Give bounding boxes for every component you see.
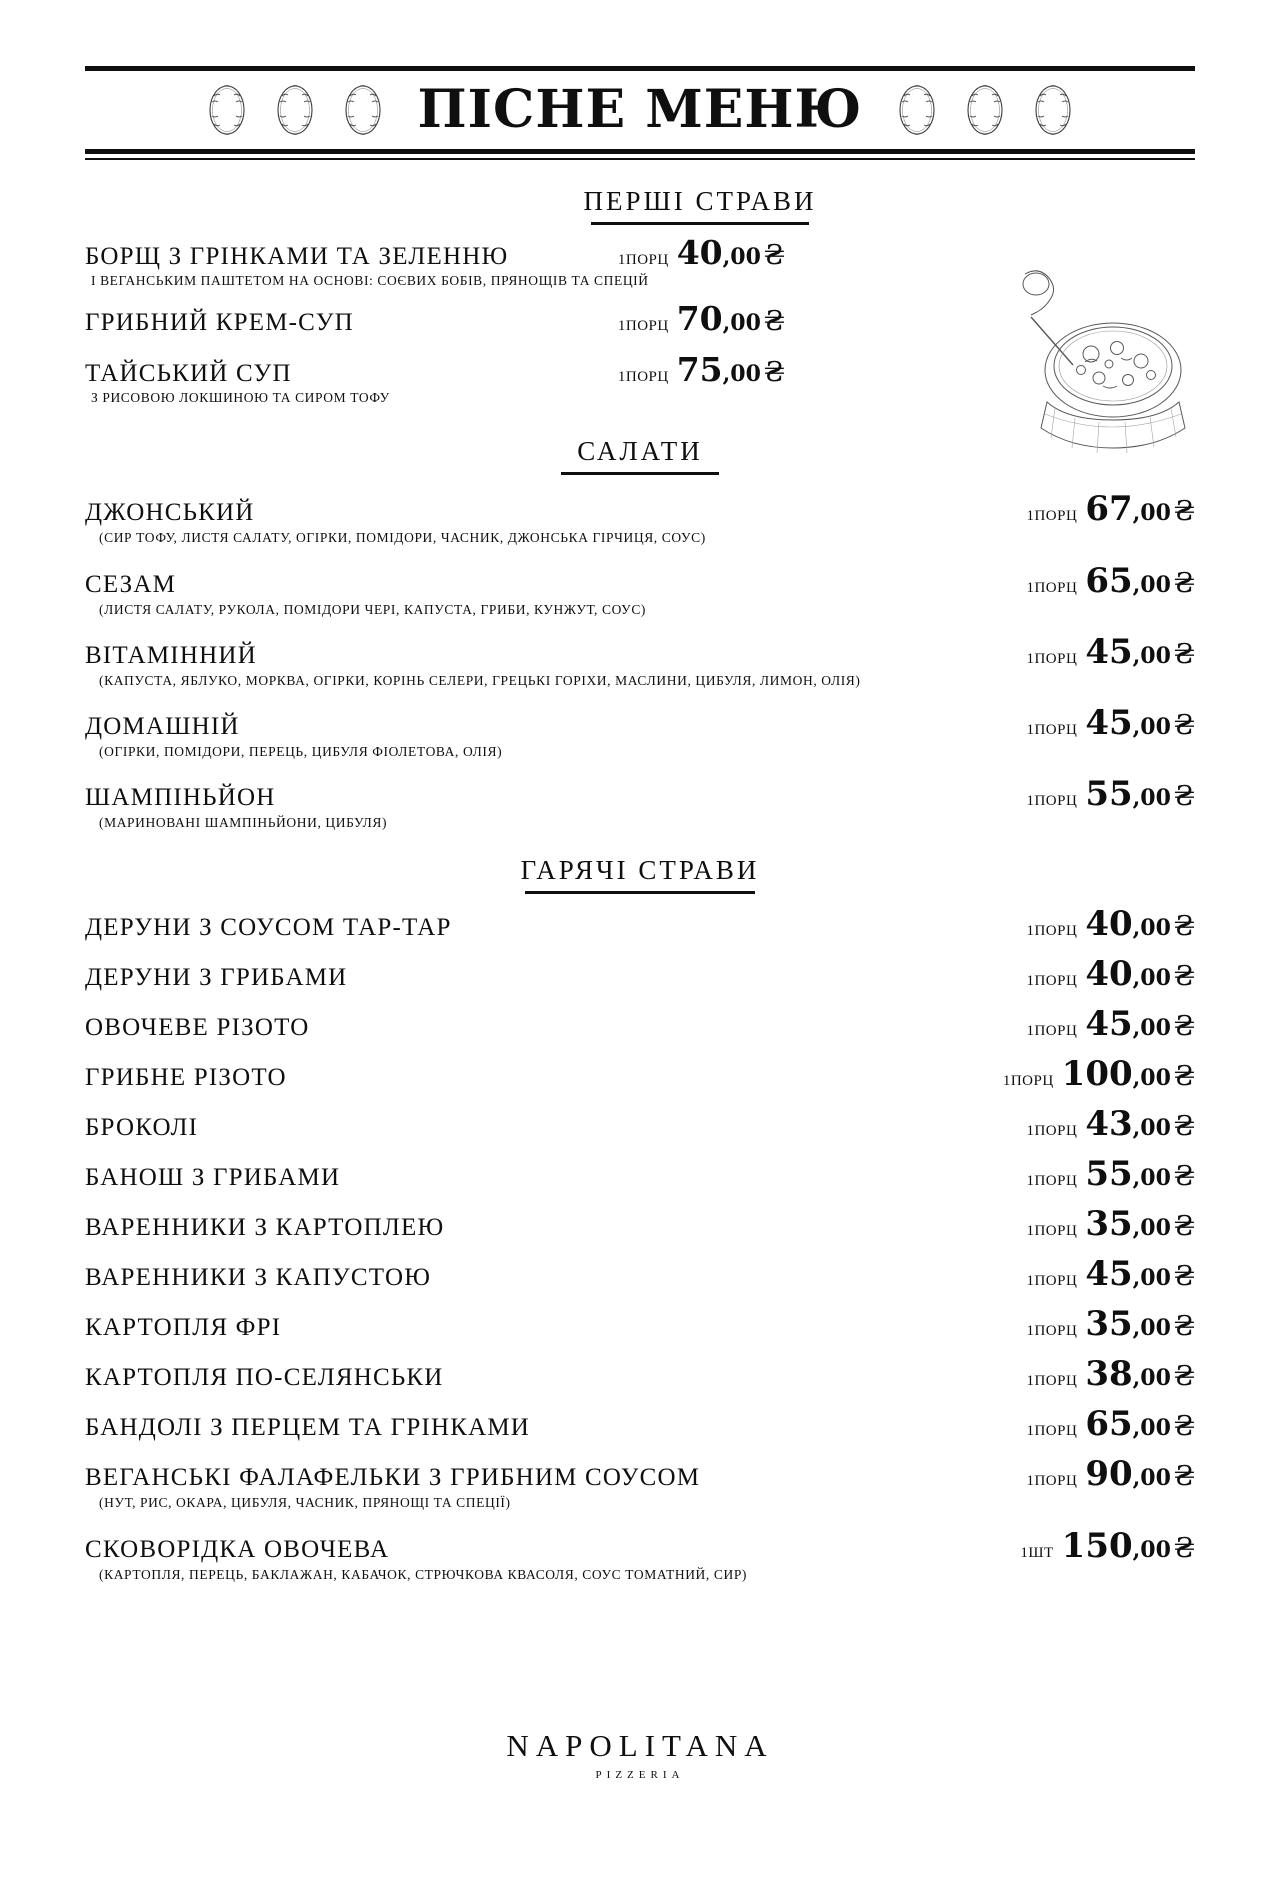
laurel-wreath-oval-icon <box>964 82 1006 138</box>
menu-item-row <box>85 1154 1195 1194</box>
currency-symbol: ₴ <box>763 306 785 338</box>
menu-item-price <box>1062 1054 1195 1094</box>
currency-symbol: ₴ <box>1173 567 1195 599</box>
menu-item-name: ДОМАШНІЙ <box>85 712 240 740</box>
price-cents: ,00 <box>1132 500 1171 527</box>
menu-item-unit: 1ПОРЦ <box>1026 1173 1078 1190</box>
menu-item[interactable] <box>85 1454 1195 1511</box>
currency-symbol: ₴ <box>1173 1011 1195 1043</box>
price-whole: 70 <box>676 299 723 339</box>
menu-item[interactable] <box>85 632 1195 689</box>
section-hot-dishes <box>85 904 1195 1582</box>
menu-item[interactable] <box>85 1004 1195 1044</box>
menu-item-name: БОРЩ З ГРІНКАМИ ТА ЗЕЛЕННЮ <box>85 243 509 270</box>
menu-item-row <box>85 1204 1195 1244</box>
price-whole: 65 <box>1085 560 1133 601</box>
price-cents: ,00 <box>1132 571 1171 598</box>
menu-item-unit: 1ПОРЦ <box>1026 579 1078 596</box>
menu-item-name: ДЖОНСЬКИЙ <box>85 499 255 527</box>
price-whole: 35 <box>1085 1304 1133 1345</box>
menu-item-unit: 1ПОРЦ <box>1026 1123 1078 1140</box>
menu-item-price <box>677 350 785 389</box>
menu-item-row <box>85 489 1195 529</box>
price-cents: ,00 <box>1132 1165 1171 1192</box>
menu-item[interactable] <box>85 703 1195 760</box>
price-cents: ,00 <box>722 244 761 270</box>
currency-symbol: ₴ <box>1173 1461 1195 1493</box>
currency-symbol: ₴ <box>1173 1161 1195 1193</box>
menu-item[interactable] <box>85 233 785 289</box>
menu-item-unit: 1ПОРЦ <box>1026 721 1078 738</box>
menu-item[interactable] <box>85 954 1195 994</box>
menu-item-name: ОВОЧЕВЕ РІЗОТО <box>85 1014 310 1042</box>
menu-item[interactable] <box>85 1254 1195 1294</box>
menu-item-description: (ЛИСТЯ САЛАТУ, РУКОЛА, ПОМІДОРИ ЧЕРІ, КАПУСТА, ГРИБИ, КУНЖУТ, СОУС) <box>99 601 647 617</box>
menu-item-price <box>1085 1154 1195 1194</box>
menu-item-row <box>85 1354 1195 1394</box>
menu-item-name: ВАРЕННИКИ З КАРТОПЛЕЮ <box>85 1214 445 1242</box>
section-salads <box>85 489 1195 831</box>
section-title: ГАРЯЧІ СТРАВИ <box>520 855 760 886</box>
menu-item-unit: 1ПОРЦ <box>617 318 669 335</box>
menu-item[interactable] <box>85 1526 1195 1583</box>
price-cents: ,00 <box>1132 1465 1171 1492</box>
price-cents: ,00 <box>1132 1365 1171 1392</box>
menu-item-name: БАНОШ З ГРИБАМИ <box>85 1164 341 1192</box>
section-title: САЛАТИ <box>577 436 703 467</box>
price-whole: 45 <box>1085 631 1133 672</box>
menu-item-price <box>1085 1254 1195 1294</box>
menu-item-price <box>1085 561 1195 601</box>
menu-item-price <box>1085 774 1195 814</box>
currency-symbol: ₴ <box>763 357 785 389</box>
menu-item[interactable] <box>85 489 1195 546</box>
price-whole: 38 <box>1085 1354 1133 1395</box>
price-whole: 67 <box>1085 489 1133 530</box>
menu-item[interactable] <box>85 1154 1195 1194</box>
brand-name: NAPOLITANA <box>506 1728 774 1763</box>
price-cents: ,00 <box>1132 1015 1171 1042</box>
price-whole: 150 <box>1061 1525 1133 1566</box>
price-whole: 100 <box>1061 1054 1133 1095</box>
menu-item-unit: 1ПОРЦ <box>1026 793 1078 810</box>
laurel-wreath-oval-icon <box>896 82 938 138</box>
section-title: ПЕРШІ СТРАВИ <box>583 186 817 216</box>
menu-item-row <box>85 632 1195 672</box>
menu-item-price <box>1085 632 1195 672</box>
menu-item-price <box>1085 1304 1195 1344</box>
menu-item[interactable] <box>85 1104 1195 1144</box>
menu-item-description: І ВЕГАНСЬКИМ ПАШТЕТОМ НА ОСНОВІ: СОЄВИХ БОБІВ, ПРЯНОЩІВ ТА СПЕЦІЙ <box>91 273 649 288</box>
price-cents: ,00 <box>1132 1315 1171 1342</box>
menu-item-row <box>85 904 1195 944</box>
menu-item-description: (СИР ТОФУ, ЛИСТЯ САЛАТУ, ОГІРКИ, ПОМІДОРИ, ЧАСНИК, ДЖОНСЬКА ГІРЧИЦЯ, СОУС) <box>99 530 706 546</box>
price-whole: 40 <box>1085 954 1133 995</box>
currency-symbol: ₴ <box>1173 1111 1195 1143</box>
menu-item-unit: 1ПОРЦ <box>1026 1323 1078 1340</box>
menu-item-unit: 1ПОРЦ <box>1026 1423 1078 1440</box>
price-cents: ,00 <box>722 361 761 388</box>
header-title-band <box>85 71 1195 149</box>
menu-item-name: ДЕРУНИ З СОУСОМ ТАР-ТАР <box>85 914 452 942</box>
section-heading-hot-dishes <box>85 855 1195 894</box>
menu-item[interactable] <box>85 1204 1195 1244</box>
menu-item-unit: 1ПОРЦ <box>1026 1373 1078 1390</box>
menu-item-name: КАРТОПЛЯ ФРІ <box>85 1314 282 1342</box>
currency-symbol: ₴ <box>1173 1061 1195 1093</box>
price-whole: 45 <box>1085 702 1133 743</box>
menu-item-price <box>1085 954 1195 994</box>
section-underline <box>525 891 755 894</box>
menu-item-price <box>677 299 785 338</box>
menu-item-row <box>85 1404 1195 1444</box>
menu-item-name: ВАРЕННИКИ З КАПУСТОЮ <box>85 1264 432 1292</box>
menu-item-row <box>85 954 1195 994</box>
price-whole: 40 <box>1085 904 1133 945</box>
menu-item-price <box>1085 1004 1195 1044</box>
menu-item-row <box>85 1104 1195 1144</box>
ornaments-right <box>896 82 1074 138</box>
menu-item-name: ГРИБНИЙ КРЕМ-СУП <box>85 309 354 337</box>
menu-item-price <box>1085 489 1195 529</box>
menu-item[interactable] <box>85 350 785 406</box>
currency-symbol: ₴ <box>1173 709 1195 741</box>
menu-item-name: ТАЙСЬКИЙ СУП <box>85 360 292 388</box>
menu-item-price <box>1085 703 1195 743</box>
price-cents: ,00 <box>1132 1265 1171 1292</box>
section-heading-first-courses <box>85 186 1195 225</box>
menu-item-row <box>85 1004 1195 1044</box>
currency-symbol: ₴ <box>1173 1261 1195 1293</box>
menu-item-price <box>677 233 785 272</box>
price-cents: ,00 <box>1132 785 1171 812</box>
currency-symbol: ₴ <box>1173 1411 1195 1443</box>
price-cents: ,00 <box>1132 713 1171 740</box>
menu-item-row <box>85 1454 1195 1494</box>
price-cents: ,00 <box>1132 1115 1171 1142</box>
menu-item[interactable] <box>85 1404 1195 1444</box>
footer-logo <box>0 1728 1280 1781</box>
menu-item-name: ШАМПІНЬЙОН <box>85 784 276 812</box>
menu-item-description: (КАПУСТА, ЯБЛУКО, МОРКВА, ОГІРКИ, КОРІНЬ СЕЛЕРИ, ГРЕЦЬКІ ГОРІХИ, МАСЛИНИ, ЦИБУЛЯ, ЛИМОН, ОЛІЯ) <box>99 672 861 688</box>
menu-item-unit: 1ПОРЦ <box>1026 508 1078 525</box>
menu-item[interactable] <box>85 904 1195 944</box>
menu-item-unit: 1ШТ <box>1020 1544 1054 1561</box>
laurel-wreath-oval-icon <box>206 82 248 138</box>
price-whole: 55 <box>1085 1154 1133 1195</box>
menu-page <box>0 66 1280 1877</box>
menu-item-price <box>1085 1354 1195 1394</box>
price-cents: ,00 <box>1132 965 1171 992</box>
menu-item-row <box>85 350 785 389</box>
menu-item-description: (МАРИНОВАНІ ШАМПІНЬЙОНИ, ЦИБУЛЯ) <box>99 815 388 831</box>
ornaments-left <box>206 82 384 138</box>
currency-symbol: ₴ <box>1173 1311 1195 1343</box>
menu-item-price <box>1085 904 1195 944</box>
header-bottom-hairline <box>85 158 1195 160</box>
menu-item-description: (ОГІРКИ, ПОМІДОРИ, ПЕРЕЦЬ, ЦИБУЛЯ ФІОЛЕТОВА, ОЛІЯ) <box>99 743 503 759</box>
menu-item-row <box>85 233 785 272</box>
price-cents: ,00 <box>1132 915 1171 942</box>
menu-item-name: СКОВОРІДКА ОВОЧЕВА <box>85 1535 390 1563</box>
menu-item-price <box>1085 1454 1195 1494</box>
price-whole: 65 <box>1085 1404 1133 1445</box>
currency-symbol: ₴ <box>1173 1361 1195 1393</box>
menu-item-row <box>85 703 1195 743</box>
currency-symbol: ₴ <box>1173 781 1195 813</box>
laurel-wreath-oval-icon <box>1032 82 1074 138</box>
menu-item-row <box>85 1054 1195 1094</box>
price-cents: ,00 <box>1132 1536 1171 1563</box>
menu-item-unit: 1ПОРЦ <box>1026 1223 1078 1240</box>
menu-item-unit: 1ПОРЦ <box>617 252 669 268</box>
menu-item-row <box>85 1254 1195 1294</box>
menu-header <box>85 66 1195 160</box>
menu-item[interactable] <box>85 1304 1195 1344</box>
currency-symbol: ₴ <box>1173 961 1195 993</box>
menu-item-row <box>85 561 1195 601</box>
laurel-wreath-oval-icon <box>274 82 316 138</box>
menu-item-unit: 1ПОРЦ <box>1026 1023 1078 1040</box>
menu-item-row <box>85 299 785 338</box>
menu-item[interactable] <box>85 1354 1195 1394</box>
currency-symbol: ₴ <box>1173 496 1195 528</box>
currency-symbol: ₴ <box>1173 1532 1195 1564</box>
menu-item-unit: 1ПОРЦ <box>1002 1073 1054 1090</box>
menu-item-name: СЕЗАМ <box>85 570 177 598</box>
price-whole: 40 <box>676 233 723 272</box>
menu-item-row <box>85 1526 1195 1566</box>
menu-item-row <box>85 774 1195 814</box>
menu-item-unit: 1ПОРЦ <box>617 369 669 386</box>
price-whole: 43 <box>1085 1104 1133 1145</box>
menu-item[interactable] <box>85 774 1195 831</box>
price-cents: ,00 <box>1132 1215 1171 1242</box>
section-underline <box>591 222 809 225</box>
price-whole: 45 <box>1085 1004 1133 1045</box>
price-whole: 90 <box>1085 1454 1133 1495</box>
menu-item-description: (НУТ, РИС, ОКАРА, ЦИБУЛЯ, ЧАСНИК, ПРЯНОЩІ ТА СПЕЦІЇ) <box>99 1495 511 1511</box>
currency-symbol: ₴ <box>763 240 785 271</box>
menu-item-name: ВІТАМІННИЙ <box>85 641 257 669</box>
brand-subtitle: PIZZERIA <box>595 1769 685 1781</box>
menu-item[interactable] <box>85 561 1195 618</box>
menu-item-price <box>1085 1104 1195 1144</box>
price-whole: 45 <box>1085 1254 1133 1295</box>
section-underline <box>561 472 719 475</box>
menu-item-price <box>1085 1404 1195 1444</box>
currency-symbol: ₴ <box>1173 638 1195 670</box>
currency-symbol: ₴ <box>1173 1211 1195 1243</box>
price-whole: 55 <box>1085 774 1133 815</box>
menu-item-name: ДЕРУНИ З ГРИБАМИ <box>85 964 348 992</box>
price-whole: 35 <box>1085 1204 1133 1245</box>
menu-item-description: З РИСОВОЮ ЛОКШИНОЮ ТА СИРОМ ТОФУ <box>91 390 390 406</box>
menu-item-unit: 1ПОРЦ <box>1026 923 1078 940</box>
menu-item-name: БАНДОЛІ З ПЕРЦЕМ ТА ГРІНКАМИ <box>85 1414 531 1442</box>
menu-item-name: БРОКОЛІ <box>85 1114 199 1142</box>
menu-item-name: КАРТОПЛЯ ПО-СЕЛЯНСЬКИ <box>85 1364 444 1392</box>
menu-item-unit: 1ПОРЦ <box>1026 973 1078 990</box>
menu-item-name: ГРИБНЕ РІЗОТО <box>85 1064 287 1092</box>
menu-item-price <box>1085 1204 1195 1244</box>
currency-symbol: ₴ <box>1173 911 1195 943</box>
menu-item[interactable] <box>85 1054 1195 1094</box>
menu-item-name: ВЕГАНСЬКІ ФАЛАФЕЛЬКИ З ГРИБНИМ СОУСОМ <box>85 1464 701 1492</box>
page-title: ПІСНЕ МЕНЮ <box>417 79 863 140</box>
soup-bowl-with-ladle-illustration <box>995 262 1210 462</box>
laurel-wreath-oval-icon <box>342 82 384 138</box>
menu-item-unit: 1ПОРЦ <box>1026 1473 1078 1490</box>
price-cents: ,00 <box>722 310 761 337</box>
menu-item-description: (КАРТОПЛЯ, ПЕРЕЦЬ, БАКЛАЖАН, КАБАЧОК, СТРЮЧКОВА КВАСОЛЯ, СОУС ТОМАТНИЙ, СИР) <box>99 1566 748 1582</box>
section-first-courses <box>85 233 785 406</box>
menu-item-price <box>1062 1526 1195 1566</box>
price-cents: ,00 <box>1132 642 1171 669</box>
menu-item-unit: 1ПОРЦ <box>1026 1273 1078 1290</box>
price-whole: 75 <box>676 350 723 390</box>
price-cents: ,00 <box>1132 1065 1171 1092</box>
menu-item-row <box>85 1304 1195 1344</box>
menu-item[interactable] <box>85 299 785 338</box>
menu-item-unit: 1ПОРЦ <box>1026 650 1078 667</box>
price-cents: ,00 <box>1132 1415 1171 1442</box>
